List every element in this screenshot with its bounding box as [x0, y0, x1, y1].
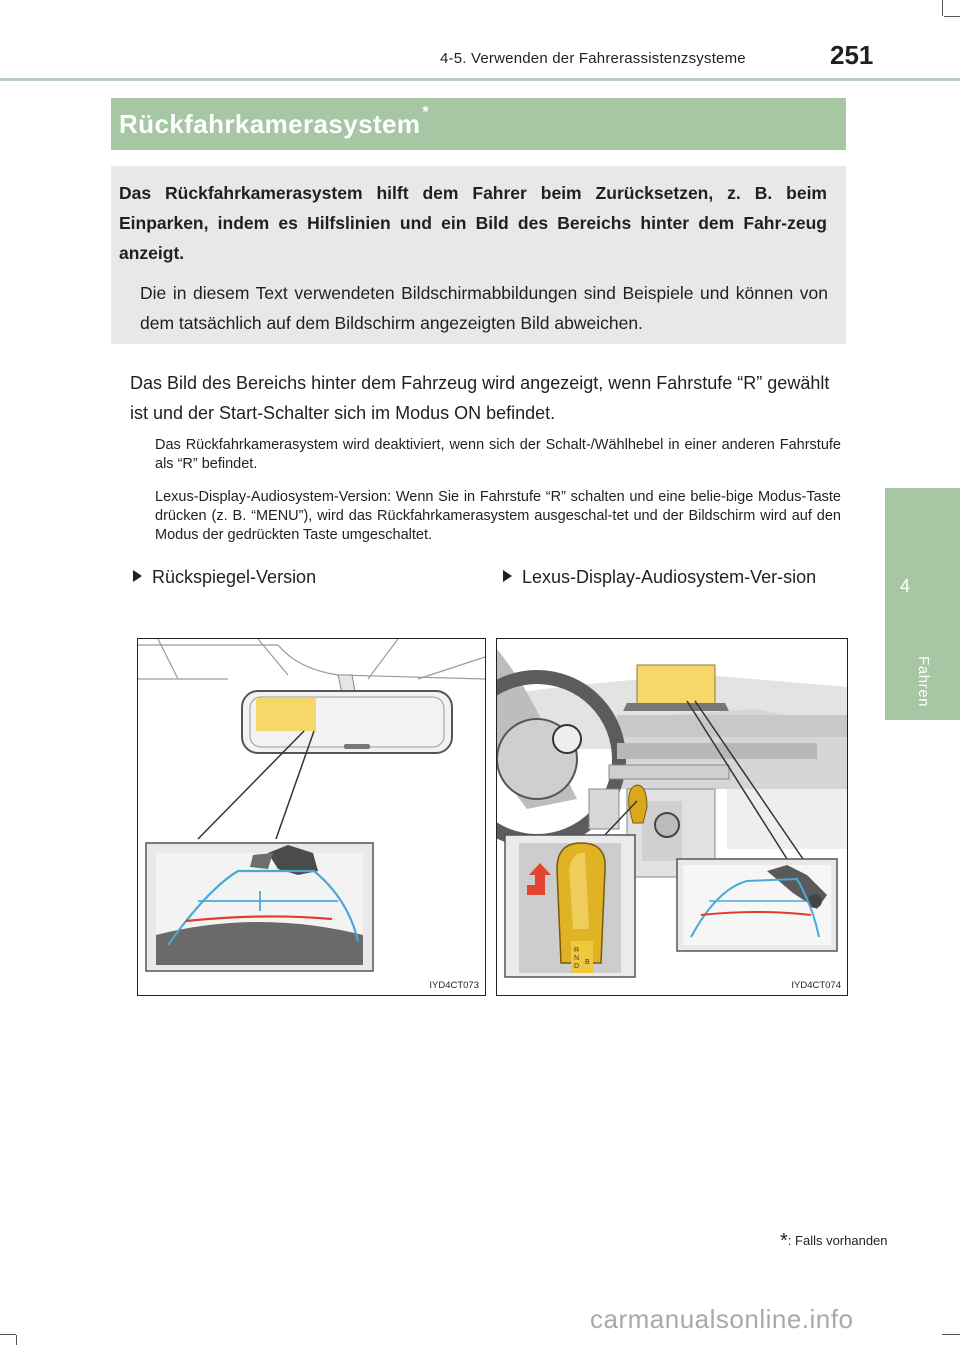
figure-code: IYD4CT074 — [791, 980, 841, 991]
body-note: Lexus-Display-Audiosystem-Version: Wenn Sie in Fahrstufe “R” schalten und eine belie-bige Modus-Taste drücken (z. B. “MENU”), wird das Rückfahrkamerasystem ausgeschal-tet und der Bildschirm wird auf den Modus der gedrückten Taste umgeschaltet. — [155, 489, 841, 543]
header-rule — [0, 78, 960, 81]
crop-mark — [0, 1334, 16, 1335]
display-screen-highlight — [637, 665, 715, 707]
intro-box — [111, 166, 846, 344]
footnote-text: : Falls vorhanden — [787, 1233, 888, 1248]
mirror-display-highlight — [256, 698, 316, 731]
section-title-mark: * — [422, 104, 430, 121]
figure-caption — [133, 563, 463, 592]
crop-mark — [16, 1335, 17, 1345]
triangle-bullet-icon — [133, 570, 142, 582]
shift-knob-small — [629, 785, 647, 823]
section-title-bar — [111, 98, 846, 150]
section-title — [119, 104, 430, 140]
footnote-mark: * — [780, 1230, 788, 1252]
chapter-title: 4-5. Verwenden der Fahrerassistenzsysteme — [440, 50, 746, 67]
figure-caption-text: Lexus-Display-Audiosystem-Ver-sion — [522, 567, 817, 587]
triangle-bullet-icon — [503, 570, 512, 582]
crop-mark — [944, 16, 960, 17]
figure-code: IYD4CT073 — [429, 980, 479, 991]
figure-mirror-version — [137, 638, 486, 996]
body-note: Das Rückfahrkamerasystem wird deaktiviert, wenn sich der Schalt-/Wählhebel in einer anderen Fahrstufe als “R” befindet. — [155, 437, 841, 472]
dashboard-illustration — [497, 639, 847, 995]
watermark: carmanualsonline.info — [590, 1304, 854, 1334]
figure-display-audio-version — [496, 638, 848, 996]
chapter-tab-label: Fahren — [915, 656, 932, 708]
shift-label-r: R — [574, 947, 580, 954]
crop-mark — [942, 1334, 960, 1335]
chapter-tab — [885, 488, 960, 720]
intro-summary: Das Rückfahrkamerasystem hilft dem Fahrer beim Zurücksetzen, z. B. beim Einparken, indem es Hilfslinien und ein Bild des Bereichs hinter dem Fahr-zeug anzeigt. — [119, 183, 827, 263]
body-paragraph: Das Bild des Bereichs hinter dem Fahrzeug wird angezeigt, wenn Fahrstufe “R” gewählt ist und der Start-Schalter sich im Modus ON befindet. — [130, 373, 830, 423]
shift-label-n: N — [574, 955, 580, 962]
shift-label-d: D — [574, 963, 580, 970]
shift-label-b: B — [585, 959, 590, 966]
figure-caption-text: Rückspiegel-Version — [152, 567, 317, 587]
mirror-illustration — [138, 639, 485, 995]
chapter-tab-number: 4 — [899, 576, 910, 596]
intro-note: Die in diesem Text verwendeten Bildschirmabbildungen sind Beispiele und können von dem tatsächlich auf dem Bildschirm angezeigten Bild abweichen. — [140, 283, 828, 333]
crop-mark — [942, 0, 943, 16]
footnote — [780, 1230, 888, 1253]
page-number: 251 — [830, 40, 874, 70]
figure-caption — [503, 563, 833, 592]
section-title-text: Rückfahrkamerasystem — [119, 109, 421, 139]
